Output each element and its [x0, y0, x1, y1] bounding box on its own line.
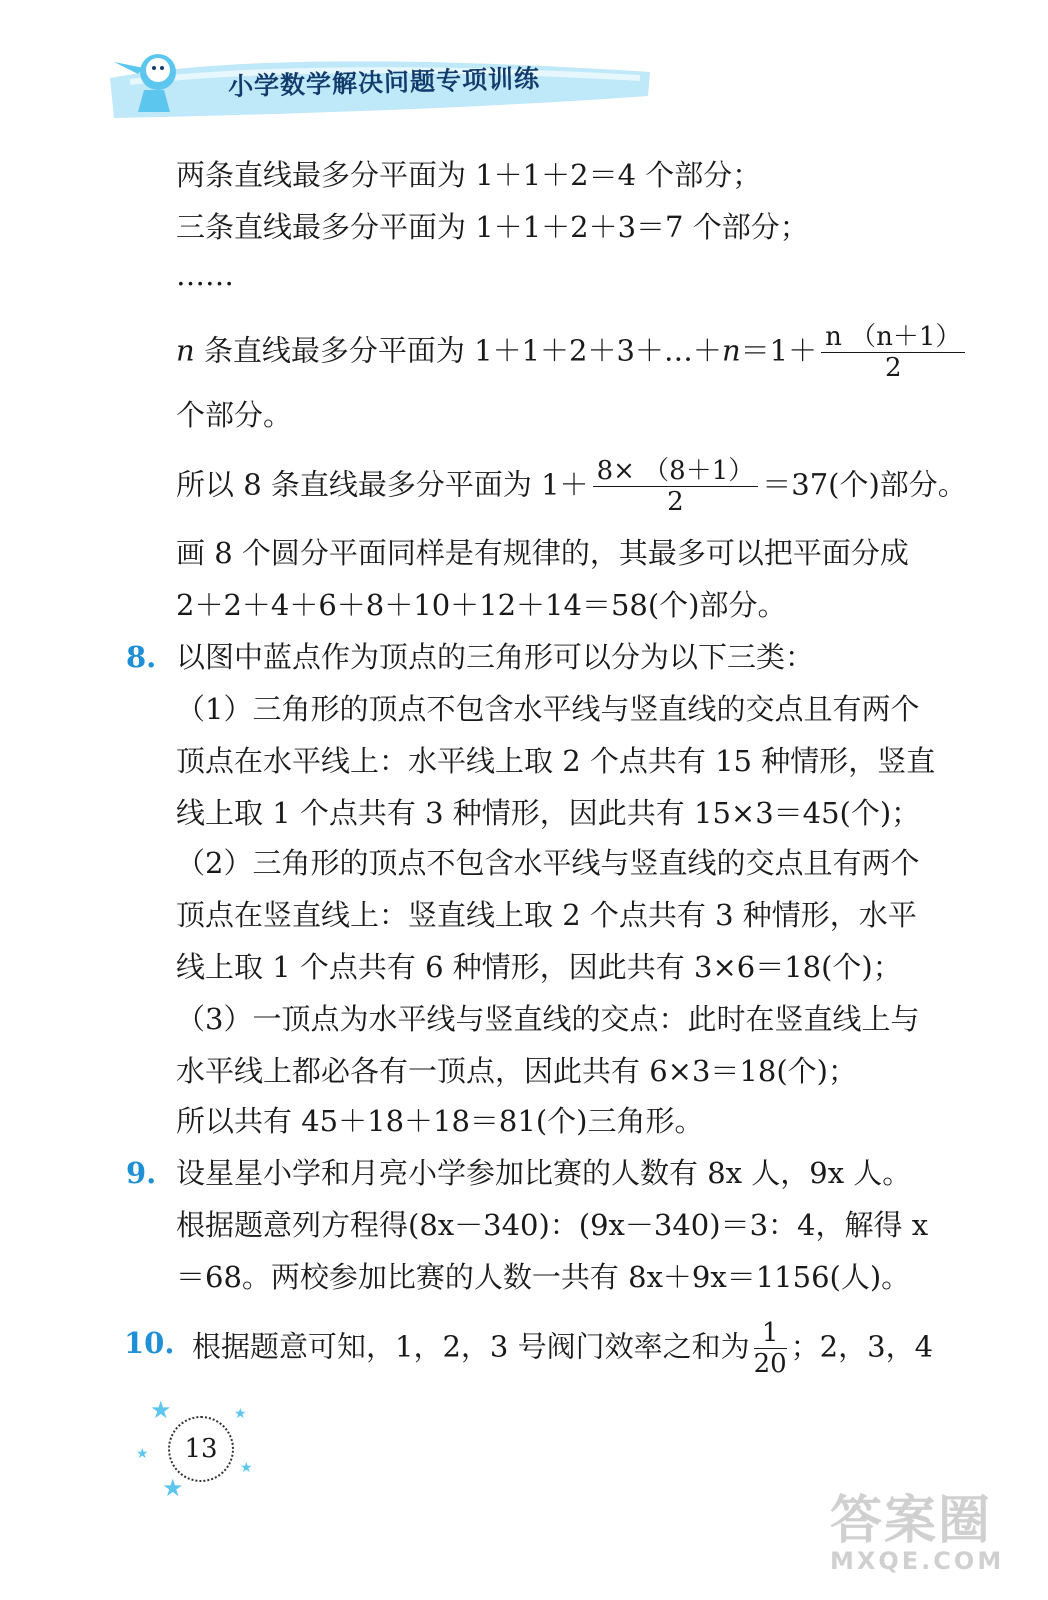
text-line: 根据题意列方程得(8x－340)：(9x－340)＝3：4，解得 x [176, 1208, 929, 1242]
text-fragment: ＝1＋ [740, 333, 818, 368]
fraction [593, 456, 759, 517]
text-line: 两条直线最多分平面为 1＋1＋2＝4 个部分； [176, 158, 762, 192]
text-line: …… [176, 258, 234, 292]
fraction-numerator: 8× （8＋1） [593, 456, 759, 487]
formula-line: n 条直线最多分平面为 1＋1＋2＋3＋…＋n＝1＋ $\frac{n (n+1)}{2}$ [176, 322, 969, 383]
question-number: 10. [124, 1326, 175, 1360]
star-icon: ★ [234, 1406, 247, 1422]
watermark-text: 答案圈 [830, 1491, 993, 1551]
text-fragment: 条直线最多分平面为 1＋1＋2＋3＋…＋ [203, 333, 722, 368]
fraction [754, 1318, 787, 1379]
text-line: 水平线上都必各有一顶点，因此共有 6×3＝18(个)； [176, 1054, 857, 1088]
fraction-denominator: 2 [884, 353, 902, 383]
text-fragment: ；2，3，4 [790, 1329, 934, 1364]
text-line: （3）一顶点为水平线与竖直线的交点：此时在竖直线上与 [176, 1002, 920, 1036]
text-line: 顶点在竖直线上：竖直线上取 2 个点共有 3 种情形，水平 [176, 898, 917, 932]
text-line: 线上取 1 个点共有 3 种情形，因此共有 15×3＝45(个)； [176, 796, 921, 830]
cartoon-boy-icon [104, 40, 194, 120]
star-icon: ★ [136, 1446, 149, 1462]
text-line: （2）三角形的顶点不包含水平线与竖直线的交点且有两个 [176, 846, 920, 880]
text-line: 个部分。 [176, 398, 293, 432]
star-icon: ★ [150, 1396, 172, 1424]
header-title: 小学数学解决问题专项训练 [227, 63, 541, 102]
text-fragment: 根据题意可知，1，2，3 号阀门效率之和为 [192, 1329, 750, 1364]
text-line: 设星星小学和月亮小学参加比赛的人数有 8x 人，9x 人。 [176, 1156, 912, 1190]
question-number: 8. [126, 640, 157, 674]
text-line: （1）三角形的顶点不包含水平线与竖直线的交点且有两个 [176, 692, 920, 726]
fraction-denominator: 2 [667, 487, 684, 517]
formula-line [176, 456, 967, 517]
text-line: 以图中蓝点作为顶点的三角形可以分为以下三类： [176, 640, 815, 674]
text-line: 顶点在水平线上：水平线上取 2 个点共有 15 种情形，竖直 [176, 744, 936, 778]
formula-line [192, 1318, 933, 1379]
text-line: ＝68。两校参加比赛的人数一共有 8x＋9x＝1156(人)。 [176, 1260, 911, 1294]
text-line: 画 8 个圆分平面同样是有规律的，其最多可以把平面分成 [176, 536, 909, 570]
text-line: 三条直线最多分平面为 1＋1＋2＋3＝7 个部分； [176, 210, 809, 244]
text-line: 线上取 1 个点共有 6 种情形，因此共有 3×6＝18(个)； [176, 950, 902, 984]
fraction-denominator: 20 [753, 1349, 787, 1379]
fraction [821, 322, 965, 383]
question-number: 9. [126, 1156, 157, 1190]
text-line: 所以共有 45＋18＋18＝81(个)三角形。 [176, 1104, 704, 1138]
text-fragment: 所以 8 条直线最多分平面为 1＋ [176, 467, 589, 502]
watermark-logo [830, 1478, 1040, 1588]
fraction-numerator: n （n＋1） [821, 322, 965, 353]
text-line: 2＋2＋4＋6＋8＋10＋12＋14＝58(个)部分。 [176, 588, 787, 622]
watermark-url: MXQE.COM [830, 1547, 1005, 1575]
page-number: 13 [168, 1416, 234, 1482]
star-icon: ★ [240, 1460, 253, 1476]
fraction-numerator: 1 [754, 1318, 787, 1349]
text-fragment: ＝37(个)部分。 [762, 467, 967, 502]
star-icon: ★ [162, 1474, 184, 1502]
